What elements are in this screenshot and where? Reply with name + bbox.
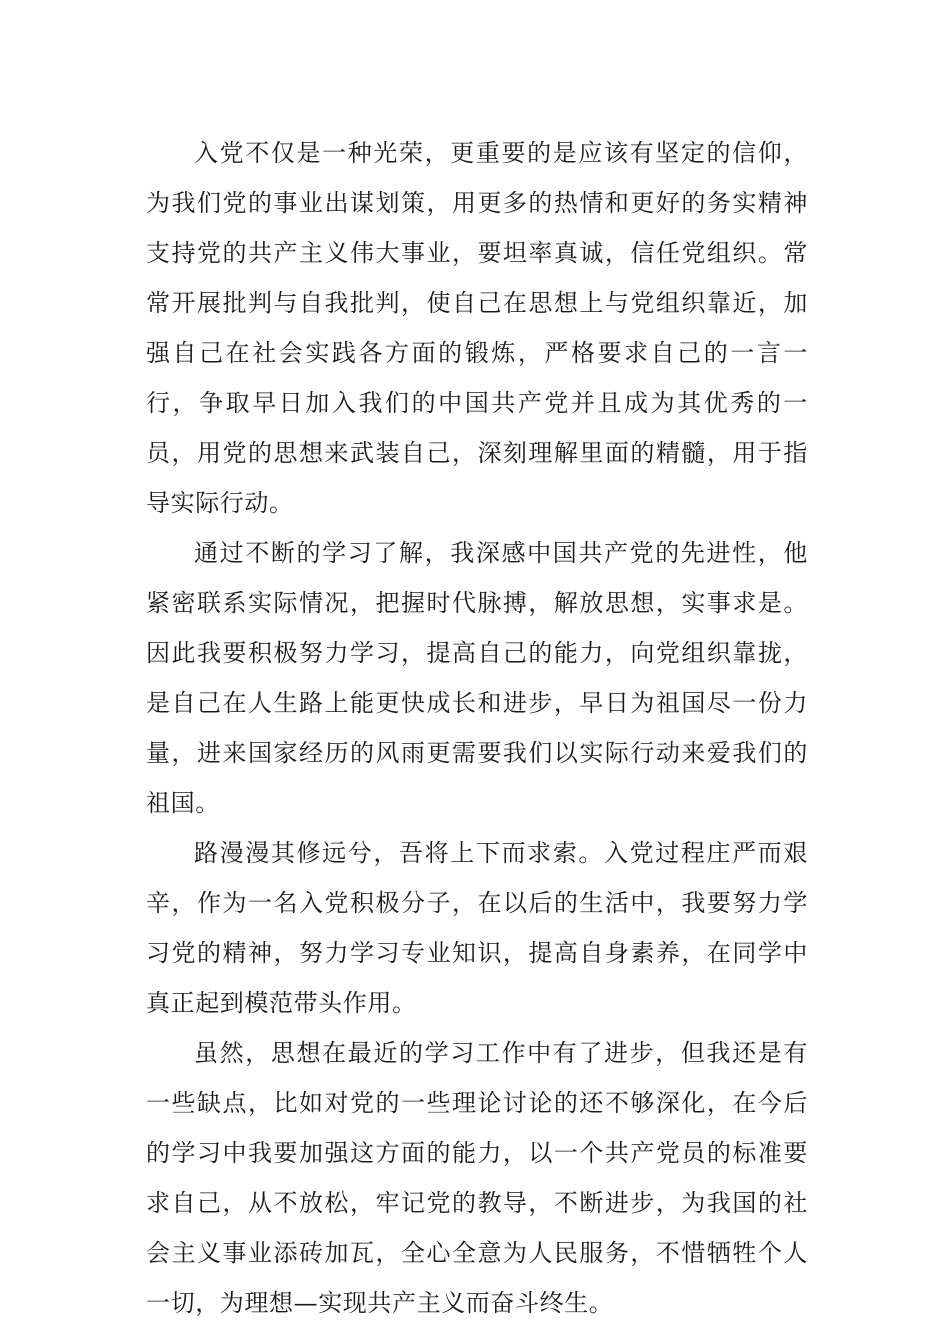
document-body bbox=[146, 128, 808, 1328]
paragraph: 虽然，思想在最近的学习工作中有了进步，但我还是有一些缺点，比如对党的一些理论讨论的还不够深化，在今后的学习中我要加强这方面的能力，以一个共产党员的标准要求自己，从不放松，牢记党的教导，不断进步，为我国的社会主义事业添砖加瓦，全心全意为人民服务，不惜牺牲个人一切，为理想—实现共产主义而奋斗终生。 bbox=[146, 1039, 808, 1317]
paragraph: 入党不仅是一种光荣，更重要的是应该有坚定的信仰，为我们党的事业出谋划策，用更多的热情和更好的务实精神支持党的共产主义伟大事业，要坦率真诚，信任党组织。常常开展批判与自我批判，使自己在思想上与党组织靠近，加强自己在社会实践各方面的锻炼，严格要求自己的一言一行，争取早日加入我们的中国共产党并且成为其优秀的一员，用党的思想来武装自己，深刻理解里面的精髓，用于指导实际行动。 bbox=[146, 139, 808, 517]
paragraph: 路漫漫其修远兮，吾将上下而求索。入党过程庄严而艰辛，作为一名入党积极分子，在以后的生活中，我要努力学习党的精神，努力学习专业知识，提高自身素养，在同学中真正起到模范带头作用。 bbox=[146, 839, 808, 1017]
paragraph: 通过不断的学习了解，我深感中国共产党的先进性，他紧密联系实际情况，把握时代脉搏，解放思想，实事求是。因此我要积极努力学习，提高自己的能力，向党组织靠拢，是自己在人生路上能更快成长和进步，早日为祖国尽一份力量，进来国家经历的风雨更需要我们以实际行动来爱我们的祖国。 bbox=[146, 539, 808, 817]
